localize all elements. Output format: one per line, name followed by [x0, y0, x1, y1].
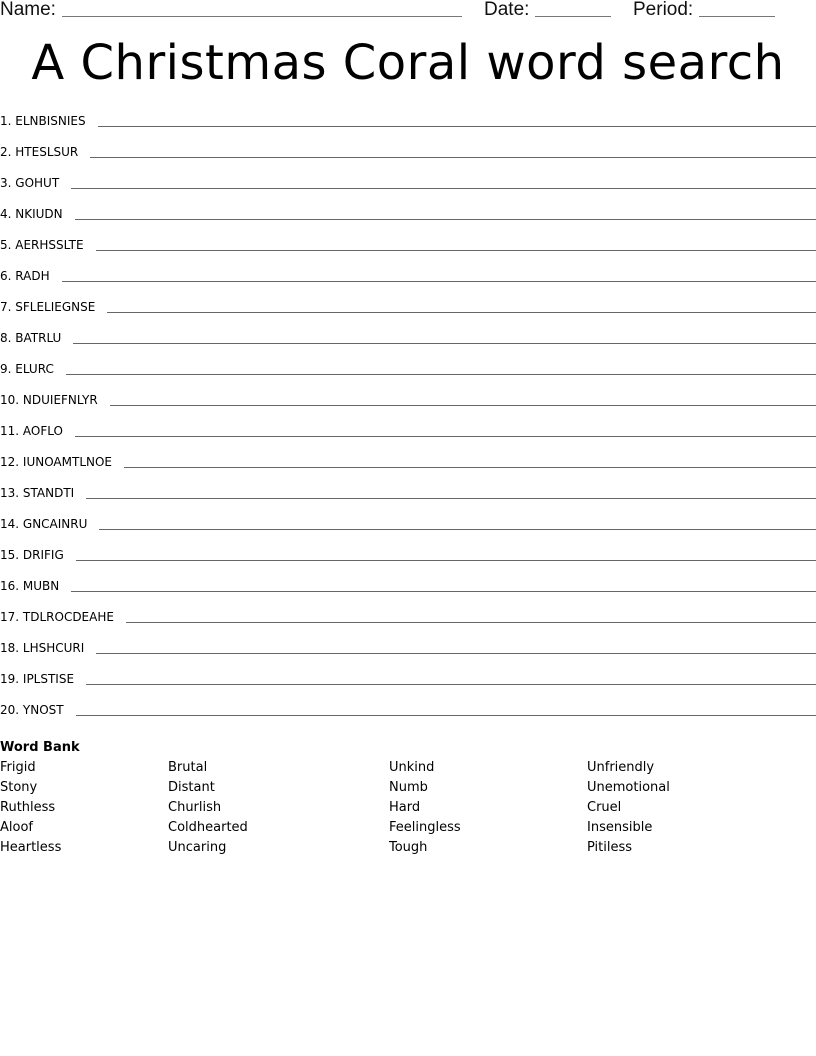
scramble-row — [0, 573, 816, 604]
header — [0, 0, 816, 22]
scramble-row — [0, 666, 816, 697]
scramble-word: 2. HTESLSUR — [0, 145, 79, 159]
scramble-row — [0, 418, 816, 449]
scramble-word: 12. IUNOAMTLNOE — [0, 455, 113, 469]
answer-line[interactable] — [96, 250, 816, 251]
answer-line[interactable] — [96, 653, 816, 654]
word-bank-item: Stony — [0, 780, 38, 795]
word-bank-item: Insensible — [587, 820, 653, 835]
scramble-word: 3. GOHUT — [0, 176, 60, 190]
word-bank-item: Frigid — [0, 760, 36, 775]
word-bank-item: Hard — [389, 800, 421, 815]
scramble-word: 13. STANDTI — [0, 486, 75, 500]
scramble-word: 1. ELNBISNIES — [0, 114, 86, 128]
scramble-word: 9. ELURC — [0, 362, 54, 376]
word-bank-item: Aloof — [0, 820, 33, 835]
word-bank-item: Numb — [389, 780, 428, 795]
scramble-word: 18. LHSHCURI — [0, 641, 85, 655]
scramble-word: 15. DRIFIG — [0, 548, 64, 562]
scramble-row — [0, 635, 816, 666]
answer-line[interactable] — [62, 281, 816, 282]
scramble-row — [0, 480, 816, 511]
word-bank-item: Unkind — [389, 760, 435, 775]
answer-line[interactable] — [75, 436, 816, 437]
answer-line[interactable] — [86, 684, 816, 685]
page-title: A Christmas Coral word search — [31, 35, 785, 91]
scramble-row — [0, 604, 816, 635]
date-field[interactable] — [535, 16, 611, 17]
answer-line[interactable] — [90, 157, 816, 158]
scramble-word: 5. AERHSSLTE — [0, 238, 84, 252]
answer-line[interactable] — [75, 219, 816, 220]
answer-line[interactable] — [71, 591, 816, 592]
word-bank-item: Tough — [389, 840, 428, 855]
scramble-row — [0, 294, 816, 325]
scramble-row — [0, 201, 816, 232]
scramble-word: 19. IPLSTISE — [0, 672, 75, 686]
answer-line[interactable] — [98, 126, 816, 127]
scramble-word: 8. BATRLU — [0, 331, 62, 345]
scramble-row — [0, 325, 816, 356]
answer-line[interactable] — [86, 498, 816, 499]
scramble-row — [0, 542, 816, 573]
word-bank-item: Distant — [168, 780, 215, 795]
word-bank-item: Ruthless — [0, 800, 56, 815]
scramble-row — [0, 108, 816, 139]
scramble-row — [0, 263, 816, 294]
period-label: Period: — [633, 0, 694, 20]
period-field[interactable] — [699, 16, 775, 17]
scramble-word: 6. RADH — [0, 269, 50, 283]
scramble-row — [0, 449, 816, 480]
scramble-row — [0, 697, 816, 728]
word-bank-item: Cruel — [587, 800, 622, 815]
answer-line[interactable] — [71, 188, 816, 189]
scramble-row — [0, 511, 816, 542]
word-bank-item: Unfriendly — [587, 760, 655, 775]
scramble-word: 10. NDUIEFNLYR — [0, 393, 98, 407]
name-field[interactable] — [62, 16, 462, 17]
answer-line[interactable] — [76, 560, 816, 561]
answer-line[interactable] — [126, 622, 816, 623]
answer-line[interactable] — [99, 529, 816, 530]
word-bank-item: Pitiless — [587, 840, 633, 855]
word-bank-item: Churlish — [168, 800, 222, 815]
scramble-row — [0, 170, 816, 201]
word-bank-item: Feelingless — [389, 820, 461, 835]
scramble-word: 16. MUBN — [0, 579, 60, 593]
answer-line[interactable] — [110, 405, 816, 406]
scramble-word: 14. GNCAINRU — [0, 517, 88, 531]
word-bank-item: Unemotional — [587, 780, 670, 795]
answer-line[interactable] — [107, 312, 816, 313]
word-bank-item: Brutal — [168, 760, 208, 775]
scramble-word: 7. SFLELIEGNSE — [0, 300, 96, 314]
date-label: Date: — [484, 0, 530, 20]
scramble-row — [0, 356, 816, 387]
word-bank-item: Heartless — [0, 840, 62, 855]
scramble-word: 20. YNOST — [0, 703, 64, 717]
scramble-row — [0, 232, 816, 263]
scramble-word: 11. AOFLO — [0, 424, 63, 438]
name-label: Name: — [0, 0, 56, 20]
word-bank-item: Coldhearted — [168, 820, 248, 835]
answer-line[interactable] — [73, 343, 816, 344]
answer-line[interactable] — [66, 374, 816, 375]
answer-line[interactable] — [124, 467, 816, 468]
word-bank-title: Word Bank — [0, 740, 80, 755]
scramble-row — [0, 387, 816, 418]
scramble-word: 4. NKIUDN — [0, 207, 63, 221]
scramble-word: 17. TDLROCDEAHE — [0, 610, 114, 624]
answer-line[interactable] — [76, 715, 816, 716]
word-bank-item: Uncaring — [168, 840, 227, 855]
scramble-row — [0, 139, 816, 170]
